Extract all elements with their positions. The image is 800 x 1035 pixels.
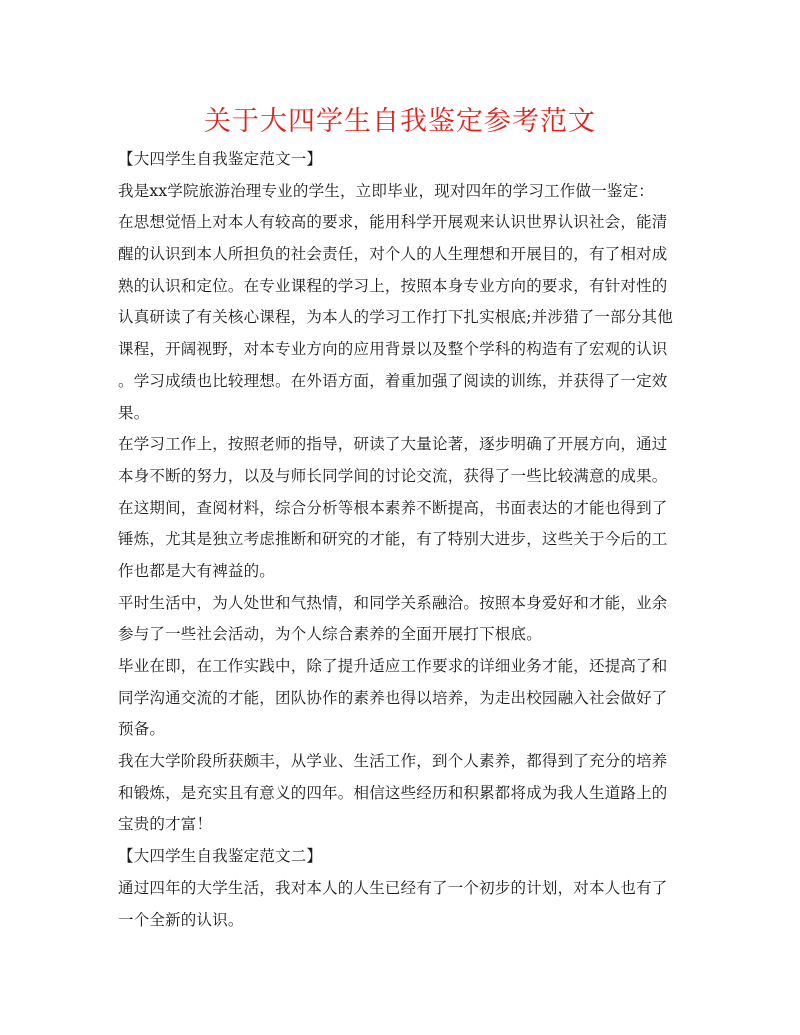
text-line: 作也都是大有裨益的。 [118,561,276,580]
text-line: 。学习成绩也比较理想。在外语方面，着重加强了阅读的训练，并获得了一定效 [118,371,668,390]
text-line: 锤炼，尤其是独立考虑推断和研究的才能，有了特别大进步，这些关于今后的工 [118,530,668,549]
text-line: 醒的认识到本人所担负的社会责任，对个人的人生理想和开展目的，有了相对成 [118,245,668,264]
text-line: 我在大学阶段所获颇丰，从学业、生活工作，到个人素养，都得到了充分的培养 [118,752,668,771]
text-line: 我是xx学院旅游治理专业的学生，立即毕业，现对四年的学习工作做一鉴定： [118,181,654,200]
text-line: 参与了一些社会活动，为个人综合素养的全面开展打下根底。 [118,625,542,644]
text-line: 预备。 [118,720,166,739]
text-line: 毕业在即，在工作实践中，除了提升适应工作要求的详细业务才能，还提高了和 [118,657,668,675]
text-line: 通过四年的大学生活，我对本人的人生已经有了一个初步的计划，对本人也有了 [118,878,668,897]
text-line: 果。 [118,403,150,422]
text-line: 在这期间，查阅材料，综合分析等根本素养不断提高，书面表达的才能也得到了 [118,498,668,517]
text-line: 平时生活中，为人处世和气热情，和同学关系融洽。按照本身爱好和才能，业余 [118,593,668,612]
text-line: 同学沟通交流的才能，团队协作的素养也得以培养，为走出校园融入社会做好了 [118,688,668,707]
text-line: 宝贵的才富！ [118,815,213,834]
text-line: 熟的认识和定位。在专业课程的学习上，按照本身专业方向的要求，有针对性的 [118,276,668,295]
section-heading-1: 【大四学生自我鉴定范文一】 [118,150,323,168]
text-line: 和锻炼，是充实且有意义的四年。相信这些经历和积累都将成为我人生道路上的 [118,783,668,802]
text-line: 本身不断的努力，以及与师长同学间的讨论交流，获得了一些比较满意的成果。 [118,466,668,485]
text-line: 在学习工作上，按照老师的指导，研读了大量论著，逐步明确了开展方向，通过 [118,435,668,454]
text-line: 课程，开阔视野，对本专业方向的应用背景以及整个学科的构造有了宏观的认识 [118,340,668,359]
text-line: 在思想觉悟上对本人有较高的要求，能用科学开展观来认识世界认识社会，能清 [118,213,668,232]
text-line: 认真研读了有关核心课程，为本人的学习工作打下扎实根底;并涉猎了一部分其他 [118,308,673,327]
text-line: 一个全新的认识。 [118,910,244,929]
document-title: 关于大四学生自我鉴定参考范文 [204,106,596,137]
document-body [118,144,688,936]
section-heading-2: 【大四学生自我鉴定范文二】 [118,847,323,866]
